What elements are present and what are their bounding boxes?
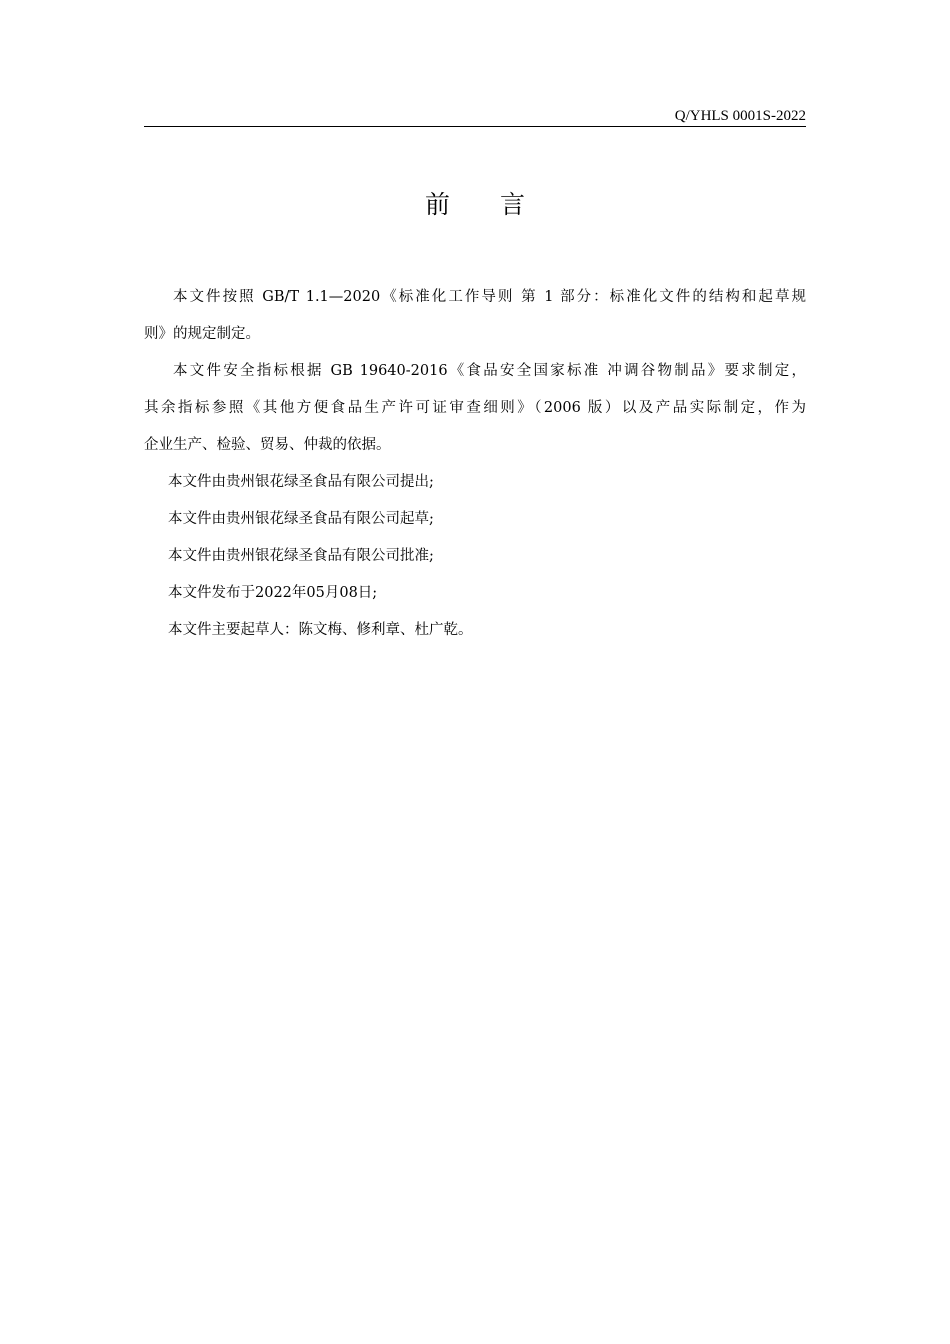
standard-code: Q/YHLS 0001S-2022 — [674, 108, 806, 124]
page-title — [144, 188, 806, 222]
paragraph-line: 则》的规定制定。 — [144, 326, 260, 342]
paragraph-line: 本文件安全指标根据 GB 19640-2016《食品安全国家标准 冲调谷物制品》要求制定， — [173, 363, 806, 379]
paragraph-line: 其余指标参照《其他方便食品生产许可证审查细则》（2006 版）以及产品实际制定，作为 — [144, 400, 806, 416]
drafted-by-line: 本文件由贵州银花绿圣食品有限公司起草; — [168, 511, 434, 527]
approved-by-line: 本文件由贵州银花绿圣食品有限公司批准; — [168, 548, 434, 564]
header-rule — [144, 126, 806, 127]
paragraph-line: 企业生产、检验、贸易、仲裁的依据。 — [144, 437, 391, 453]
release-date-line: 本文件发布于2022年05月08日; — [168, 585, 378, 601]
document-body — [144, 279, 806, 649]
main-drafters-line: 本文件主要起草人：陈文梅、修利章、杜广乾。 — [168, 622, 473, 638]
paragraph-indicators — [144, 353, 806, 464]
title-char-2: 言 — [500, 190, 526, 219]
paragraph-basis — [144, 279, 806, 353]
title-char-1: 前 — [424, 190, 450, 219]
paragraph-line: 本文件按照 GB/T 1.1—2020《标准化工作导则 第 1 部分：标准化文件的结构和起草规 — [173, 289, 806, 305]
proposed-by-line: 本文件由贵州银花绿圣食品有限公司提出; — [168, 474, 434, 490]
